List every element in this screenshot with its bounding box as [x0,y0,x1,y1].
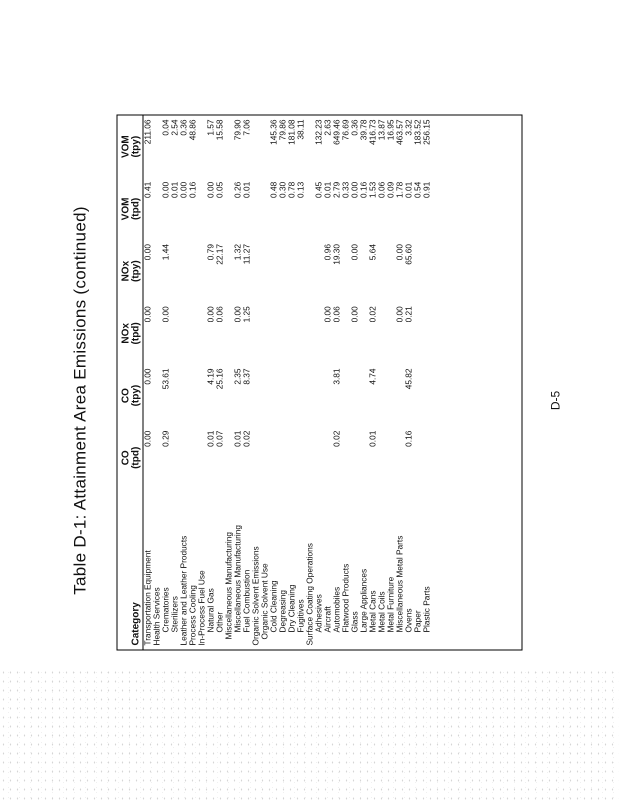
table-cell [170,302,179,364]
table-cell: 0.00 [205,305,215,322]
table-cell: 0.36 [349,119,359,136]
table-cell: 0.00 [322,305,332,322]
column-header-category [117,488,143,649]
table-cell [179,240,188,302]
table-cell [251,364,260,426]
table-cell: 1.44 [160,243,170,260]
table-cell: 0.45 [313,181,323,198]
row-label: Organic Solvent Emissions [250,545,260,645]
table-cell: 65.60 [403,243,413,265]
row-label: Health Services [151,586,161,645]
table-cell: 145.36 [268,119,278,145]
column-header-line1: NOx [120,322,131,344]
row-label: Cold Cleaning [268,579,278,632]
table-cell: 0.00 [349,243,359,260]
table-row [143,115,153,649]
row-label: Fuel Combustion [241,569,251,632]
table-cell [278,426,287,488]
table-cell [305,240,314,302]
table-cell: 0.06 [214,305,224,322]
table-cell [251,302,260,364]
table-cell: 0.00 [142,367,152,385]
table-cell: 53.61 [160,367,170,389]
row-label: Other [214,611,224,632]
table-cell [422,426,431,488]
column-header [117,240,143,302]
row-label: Adhesives [313,593,323,632]
table-cell [305,302,314,364]
table-cell: 76.69 [340,119,350,140]
table-cell: 463.57 [394,119,404,145]
table-cell: 45.82 [403,367,413,389]
table-cell [260,364,269,426]
table-cell: 0.16 [358,181,368,198]
table-cell: 0.00 [394,243,404,260]
row-label: Ovens [403,608,413,632]
table-cell: 0.00 [205,181,215,198]
table-cell [251,115,260,177]
table-cell: 0.00 [160,181,170,198]
table-cell: 132.23 [313,119,323,145]
table-cell [287,364,296,426]
table-cell [305,364,314,426]
table-cell [287,426,296,488]
table-cell: 256.15 [421,119,431,145]
column-header [117,302,143,364]
table-cell: 1.78 [394,181,404,198]
table-cell: 0.96 [322,243,332,260]
table-cell: 0.00 [142,305,152,322]
table-cell: 0.01 [169,181,179,198]
row-label: In-Process Fuel Use [196,569,206,645]
table-cell: 0.09 [385,181,395,198]
table-cell: 0.48 [268,181,278,198]
column-header-line1: CO [120,449,131,465]
row-label: Organic Solvent Use [259,562,269,639]
table-cell: 0.91 [421,181,431,198]
table-title: Table D-1: Attainment Area Emissions (continued) [70,205,89,595]
row-label: Degreasing [277,589,287,632]
table-cell [269,426,278,488]
column-header-line1: Category [130,601,141,645]
table-cell: 183.52 [412,119,422,145]
table-cell: 3.32 [403,119,413,136]
table-cell: 4.19 [205,367,215,385]
table-cell [260,302,269,364]
column-header [117,364,143,426]
page-number: D-5 [548,390,562,410]
table-cell: 79.86 [277,119,287,140]
row-label: Surface Coating Operations [304,542,314,645]
column-header-line1: CO [120,387,131,403]
table-cell [350,364,359,426]
table-cell [188,426,197,488]
table-cell: 5.64 [367,243,377,260]
table-cell: 22.17 [214,243,224,265]
table-cell: 0.21 [403,305,413,322]
table-cell: 0.01 [322,181,332,198]
table-header-row [117,115,143,649]
table-cell [296,426,305,488]
table-cell: 2.63 [322,119,332,136]
table-cell: 15.58 [214,119,224,140]
row-label: Fugitives [295,598,305,632]
table-cell [341,364,350,426]
table-cell [260,426,269,488]
table-cell [386,426,395,488]
table-cell: 0.16 [187,181,197,198]
table-cell [269,240,278,302]
table-cell: 0.29 [160,430,170,447]
table-cell: 0.79 [205,243,215,260]
table-cell: 1.57 [205,119,215,136]
table-cell: 79.90 [232,119,242,140]
table-cell [170,426,179,488]
table-cell: 1.53 [367,181,377,198]
column-header-line2: (tpy) [130,259,141,282]
table-cell [422,364,431,426]
table-cell [341,426,350,488]
table-cell [287,302,296,364]
column-header-line1: VOM [120,134,131,158]
table-cell: 0.33 [340,181,350,198]
table-cell: 181.08 [286,119,296,145]
row-label: Miscellaneous Metal Parts [394,535,404,632]
column-header-line2: (tpd) [130,446,141,469]
table-cell: 416.73 [367,119,377,145]
table-cell: 0.00 [232,305,242,322]
table-cell: 3.81 [331,367,341,385]
table-cell [179,302,188,364]
row-label: Paper [412,609,422,632]
emissions-table-frame [116,114,522,650]
table-cell: 4.74 [367,367,377,385]
table-cell: 0.00 [142,243,152,260]
table-cell: 0.04 [160,119,170,136]
table-cell [278,240,287,302]
table-cell: 211.06 [142,119,152,144]
table-cell [188,302,197,364]
row-label: Sterilizers [169,595,179,632]
row-label: Flatwood Products [340,563,350,632]
table-cell: 0.78 [286,181,296,198]
emissions-table [117,115,431,649]
row-label: Dry Cleaning [286,584,296,632]
table-cell: 0.06 [376,181,386,198]
table-cell: 0.01 [403,181,413,198]
row-label: Aircraft [322,605,332,632]
table-cell: 19.30 [331,243,341,265]
table-cell: 649.46 [331,119,341,145]
table-cell [413,302,422,364]
table-cell: 39.78 [358,119,368,140]
table-cell [413,364,422,426]
column-header-line2: (tpy) [130,135,141,157]
table-cell: 16.95 [385,119,395,140]
table-cell [314,364,323,426]
table-cell: 25.16 [214,367,224,389]
table-cell [296,302,305,364]
table-row [188,115,197,649]
row-label: Miscellaneous Manufacturing [223,531,233,639]
table-cell: 13.87 [376,119,386,140]
table-cell [386,364,395,426]
table-cell [170,364,179,426]
table-cell: 0.26 [232,181,242,198]
column-header-line2: (tpy) [130,384,141,406]
row-label: Transportation Equipment [142,549,152,645]
table-cell [377,426,386,488]
table-cell [179,426,188,488]
table-cell: 8.37 [241,367,251,385]
table-cell: 0.00 [349,305,359,322]
table-cell [314,426,323,488]
row-label: Large Appliances [358,568,368,632]
row-label: Natural Gas [205,587,215,632]
table-cell: 0.02 [241,430,251,447]
table-cell: 0.54 [412,181,422,198]
scan-noise [0,668,619,800]
table-cell: 2.54 [169,119,179,136]
row-label: Metal Furniture [385,576,395,632]
row-label: Glass [349,610,359,632]
table-cell [350,426,359,488]
table-cell: 2.35 [232,367,242,385]
column-header-line2: (tpd) [130,321,141,344]
table-cell: 11.27 [241,243,251,264]
table-cell: 2.79 [331,181,341,198]
table-row [422,115,431,649]
column-header-line2: (tpd) [130,197,141,220]
table-cell: 0.00 [160,305,170,322]
table-cell: 7.06 [241,119,251,136]
row-label: Automobiles [331,586,341,632]
table-cell [377,240,386,302]
table-cell: 0.02 [331,430,341,447]
table-cell: 0.01 [205,430,215,447]
row-label: Crematories [160,586,170,632]
table-cell [269,302,278,364]
table-cell [296,364,305,426]
row-label: Leather and Leather Products [178,535,188,645]
row-label: Metal Cans [367,590,377,632]
table-cell: 0.13 [295,181,305,198]
table-cell: 0.30 [277,181,287,198]
table-cell: 0.41 [142,181,152,198]
table-cell [278,364,287,426]
table-cell: 0.00 [349,181,359,198]
table-cell [251,177,260,239]
table-cell: 0.00 [142,430,152,447]
table-cell: 0.16 [403,430,413,447]
table-cell: 0.02 [367,305,377,322]
row-label: Plastic Parts [421,585,431,632]
table-cell: 1.32 [232,243,242,260]
column-header-line1: NOx [120,260,131,281]
column-header [117,426,143,488]
table-cell [413,240,422,302]
column-header [117,177,143,239]
table-cell [413,426,422,488]
table-cell [278,302,287,364]
column-header [117,115,143,177]
table-cell [260,240,269,302]
table-cell [251,240,260,302]
table-cell: 0.36 [178,119,188,136]
table-cell: 0.07 [214,430,224,447]
row-label: Miscellaneous Manufacturing [232,524,242,632]
table-cell [179,364,188,426]
table-cell: 0.01 [241,181,251,198]
table-cell: 0.01 [367,430,377,447]
table-cell [377,364,386,426]
table-cell: 0.01 [232,430,242,447]
table-cell [188,364,197,426]
table-cell: 48.86 [187,119,197,140]
table-cell: 0.00 [178,181,188,198]
table-cell [287,240,296,302]
table-cell [269,364,278,426]
table-cell: 38.11 [295,119,305,140]
table-cell [251,426,260,488]
row-label: Process Cooling [187,584,197,645]
table-cell [188,240,197,302]
table-cell [422,240,431,302]
table-cell [422,302,431,364]
table-cell [377,302,386,364]
table-cell [170,240,179,302]
table-cell: 0.00 [394,305,404,322]
table-cell: 1.25 [241,305,251,322]
table-body [143,115,432,649]
table-cell: 0.05 [214,181,224,198]
table-cell: 0.06 [331,305,341,322]
table-cell [305,426,314,488]
table-cell [296,240,305,302]
row-label: Metal Coils [376,590,386,632]
column-header-line1: VOM [120,197,131,220]
